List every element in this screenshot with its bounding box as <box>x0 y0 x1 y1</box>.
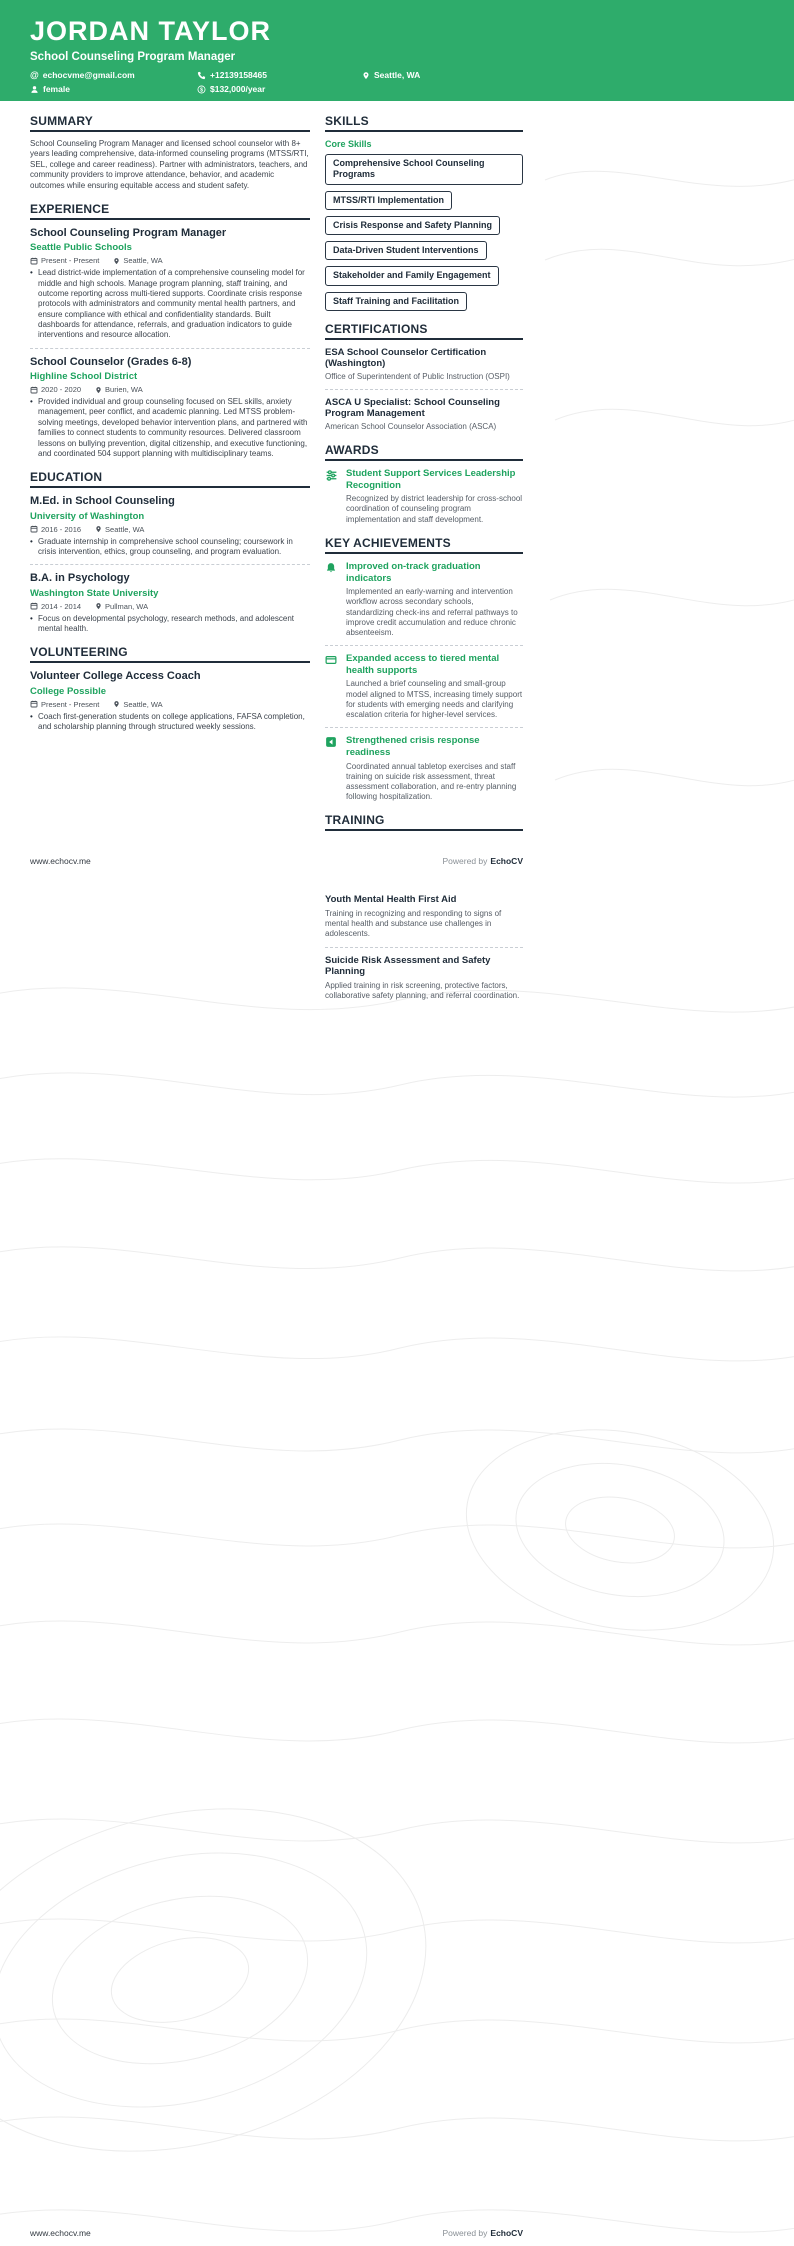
job-company: Highline School District <box>30 371 138 383</box>
location-pin-icon <box>113 700 120 708</box>
education-location <box>95 525 144 534</box>
certification-issuer: American School Counselor Association (ASCA) <box>325 422 497 432</box>
back-square-icon <box>325 735 339 802</box>
contact-email-text: echocvme@gmail.com <box>42 70 135 80</box>
award-entry <box>325 468 523 525</box>
certification-name: ESA School Counselor Certification (Washington) <box>325 346 487 370</box>
education-meta <box>30 602 310 611</box>
training-entry <box>325 894 523 939</box>
skills-heading: SKILLS <box>325 114 523 132</box>
candidate-name: JORDAN TAYLOR <box>30 16 272 46</box>
training-entry <box>325 955 523 1002</box>
award-body <box>346 468 523 525</box>
calendar-icon <box>30 700 38 708</box>
summary-heading: SUMMARY <box>30 114 310 132</box>
phone-icon <box>197 71 206 80</box>
job-title: School Counseling Program Manager <box>30 226 227 239</box>
achievement-entry <box>325 653 523 720</box>
awards-heading: AWARDS <box>325 443 523 461</box>
at-icon: @ <box>30 69 39 80</box>
key-achievements-heading: KEY ACHIEVEMENTS <box>325 536 523 554</box>
sidebar-column <box>325 114 523 842</box>
achievement-body <box>346 735 523 802</box>
powered-by-brand: EchoCV <box>490 2228 523 2238</box>
award-title: Student Support Services Leadership Recognition <box>346 468 516 491</box>
location-pin-icon <box>95 602 102 610</box>
education-bullets <box>30 537 310 558</box>
volunteering-heading: VOLUNTEERING <box>30 645 310 663</box>
training-title: Youth Mental Health First Aid <box>325 894 457 906</box>
certifications-heading: CERTIFICATIONS <box>325 322 523 340</box>
training-description: Applied training in risk screening, protective factors, collaborative safety planning, and referral coordination. <box>325 980 520 1001</box>
job-bullets <box>30 268 310 341</box>
volunteer-title: Volunteer College Access Coach <box>30 670 201 683</box>
location-pin-icon <box>362 71 370 80</box>
achievement-title: Expanded access to tiered mental health supports <box>346 653 500 676</box>
location-pin-icon <box>95 386 102 394</box>
education-bullets <box>30 614 310 635</box>
job-title: School Counselor (Grades 6-8) <box>30 355 192 368</box>
job-meta <box>30 256 310 265</box>
awards-section <box>325 443 523 525</box>
volunteer-dates-text: Present - Present <box>41 699 100 709</box>
education-entry <box>30 572 310 634</box>
school-name: University of Washington <box>30 510 145 522</box>
summary-text: School Counseling Program Manager and licensed school counselor with 8+ years leading comprehensive, data-informed counseling programs (MTSS/RTI, SEL, college and career readiness). Partner with administrators, teachers, and community providers to improve attendance, behavior, and academic outcomes while ensuring equitable access and student safety. <box>30 139 309 190</box>
certification-name: ASCA U Specialist: School Counseling Program Management <box>325 396 500 420</box>
skill-box: Crisis Response and Safety Planning <box>325 216 500 235</box>
contact-salary-text: $132,000/year <box>210 84 266 94</box>
contact-gender-text: female <box>43 84 70 94</box>
entry-separator <box>325 947 523 948</box>
certification-entry <box>325 397 523 432</box>
job-company: Seattle Public Schools <box>30 242 132 254</box>
calendar-icon <box>30 525 38 533</box>
degree-title: B.A. in Psychology <box>30 572 130 585</box>
volunteer-location <box>113 700 162 709</box>
volunteer-meta <box>30 700 310 709</box>
contact-gender <box>30 84 70 94</box>
dollar-icon <box>197 85 206 94</box>
education-dates-text: 2014 - 2014 <box>41 601 82 611</box>
calendar-icon <box>30 386 38 394</box>
experience-section <box>30 202 310 459</box>
main-column <box>30 114 310 842</box>
certifications-section <box>325 322 523 432</box>
experience-heading: EXPERIENCE <box>30 202 310 220</box>
training-title: Suicide Risk Assessment and Safety Planning <box>325 954 491 978</box>
certification-issuer: Office of Superintendent of Public Instruction (OSPI) <box>325 371 510 381</box>
bell-icon <box>325 561 339 638</box>
powered-by-prefix: Powered by <box>442 856 488 867</box>
entry-separator <box>325 389 523 390</box>
svg-text:$: $ <box>200 86 203 93</box>
volunteering-entry <box>30 670 310 732</box>
contact-location-text: Seattle, WA <box>374 70 421 80</box>
volunteer-location-text: Seattle, WA <box>123 699 163 709</box>
powered-by-prefix: Powered by <box>442 2228 488 2238</box>
achievement-description: Implemented an early-warning and intervention workflow across secondary schools, standardizing check-ins and referral pathways to improve credit accumulation and reduce chronic absenteeism. <box>346 587 518 638</box>
header-band <box>0 0 794 101</box>
training-continued-block <box>325 894 523 1001</box>
footer-url: www.echocv.me <box>30 2228 91 2238</box>
job-dates-text: Present - Present <box>41 256 100 266</box>
education-location <box>95 602 148 611</box>
volunteering-section <box>30 645 310 732</box>
education-dates <box>30 525 81 534</box>
education-meta <box>30 525 310 534</box>
skill-box: Staff Training and Facilitation <box>325 292 467 311</box>
job-location <box>95 385 143 394</box>
entry-separator <box>30 348 310 349</box>
summary-section <box>30 114 310 191</box>
volunteer-dates <box>30 700 99 709</box>
person-icon <box>30 85 39 94</box>
contact-salary <box>197 84 265 94</box>
achievement-description: Coordinated annual tabletop exercises and staff training on suicide risk assessment, threat assessment collaboration, and re-entry planning following hospitalization. <box>346 761 517 802</box>
candidate-title: School Counseling Program Manager <box>30 51 236 63</box>
page-footer <box>30 856 523 866</box>
job-location-text: Burien, WA <box>105 385 143 395</box>
skill-box: Data-Driven Student Interventions <box>325 241 487 260</box>
job-dates <box>30 385 81 394</box>
contact-location <box>362 70 420 80</box>
achievement-description: Launched a brief counseling and small-group model aligned to MTSS, increasing timely support for students with emerging needs and clarifying escalation criteria for higher-level services. <box>346 679 523 720</box>
education-heading: EDUCATION <box>30 470 310 488</box>
education-dates-text: 2016 - 2016 <box>41 524 82 534</box>
achievement-title: Strengthened crisis response readiness <box>346 735 480 758</box>
achievement-entry <box>325 735 523 802</box>
bullet-item: • Coach first-generation students on college applications, FAFSA completion, and scholarship planning through structured weekly sessions. <box>30 712 310 733</box>
volunteer-org: College Possible <box>30 685 107 697</box>
experience-entry <box>30 356 310 460</box>
achievement-entry <box>325 561 523 638</box>
job-location-text: Seattle, WA <box>123 256 163 266</box>
job-meta <box>30 385 310 394</box>
job-bullets <box>30 397 310 459</box>
contact-info <box>30 70 764 98</box>
content-columns <box>0 101 523 842</box>
bullet-item: • Lead district-wide implementation of a comprehensive counseling model for middle and high schools. Manage program planning, staff training, and outcome reporting across multi-tiered supports. Coordinate crisis response protocols with administrators and community mental health partners, and ensure compliance with ethical and confidentiality standards. Built dashboards for attendance, referrals, and graduation indicators to guide interventions and resource allocation. <box>30 268 310 341</box>
powered-by <box>443 2228 523 2238</box>
school-name: Washington State University <box>30 587 159 599</box>
training-description: Training in recognizing and responding to signs of mental health and substance use challenges in adolescents. <box>325 909 502 939</box>
key-achievements-section <box>325 536 523 803</box>
footer-url: www.echocv.me <box>30 856 91 867</box>
powered-by-brand: EchoCV <box>490 856 523 867</box>
training-heading: TRAINING <box>325 813 523 831</box>
experience-entry <box>30 227 310 341</box>
education-location-text: Seattle, WA <box>105 524 145 534</box>
achievement-title: Improved on-track graduation indicators <box>346 560 481 584</box>
location-pin-icon <box>95 525 102 533</box>
award-description: Recognized by district leadership for cross-school coordination of counseling program implementation and staff development. <box>346 494 523 524</box>
skill-box: Comprehensive School Counseling Programs <box>325 154 523 185</box>
calendar-icon <box>30 257 38 265</box>
bullet-item: • Graduate internship in comprehensive school counseling; coursework in crisis intervention, ethics, group counseling, and program evaluation. <box>30 537 310 558</box>
education-section <box>30 470 310 634</box>
achievement-body <box>346 653 523 720</box>
training-section <box>325 813 523 831</box>
bullet-item: • Provided individual and group counseling focused on SEL skills, anxiety management, peer conflict, and academic planning. Led MTSS problem-solving meetings, developed behavior intervention plans, and partnered with families to connect students to community resources. Delivered classroom lessons on bullying prevention, digital citizenship, and executive functioning, and coordinated 504 support planning with multidisciplinary teams. <box>30 397 310 459</box>
contact-phone-text: +12139158465 <box>210 70 267 80</box>
entry-separator <box>30 564 310 565</box>
education-dates <box>30 602 81 611</box>
contact-phone <box>197 70 267 80</box>
page-footer <box>30 2228 523 2238</box>
skill-box: Stakeholder and Family Engagement <box>325 266 499 285</box>
achievement-body <box>346 561 523 638</box>
bullet-item: • Focus on developmental psychology, research methods, and adolescent mental health. <box>30 614 310 635</box>
job-dates-text: 2020 - 2020 <box>41 385 82 395</box>
job-location <box>113 256 162 265</box>
skill-box: MTSS/RTI Implementation <box>325 191 452 210</box>
skills-section <box>325 114 523 311</box>
contact-email <box>30 70 135 80</box>
job-dates <box>30 256 99 265</box>
calendar-icon <box>30 602 38 610</box>
award-sliders-icon <box>325 468 339 525</box>
volunteer-bullets <box>30 712 310 733</box>
certification-entry <box>325 347 523 382</box>
location-pin-icon <box>113 257 120 265</box>
powered-by <box>443 856 523 866</box>
entry-separator <box>325 727 523 728</box>
degree-title: M.Ed. in School Counseling <box>30 495 175 508</box>
education-entry <box>30 495 310 557</box>
card-icon <box>325 653 339 720</box>
entry-separator <box>325 645 523 646</box>
skills-group-label: Core Skills <box>325 139 372 149</box>
education-location-text: Pullman, WA <box>105 601 149 611</box>
